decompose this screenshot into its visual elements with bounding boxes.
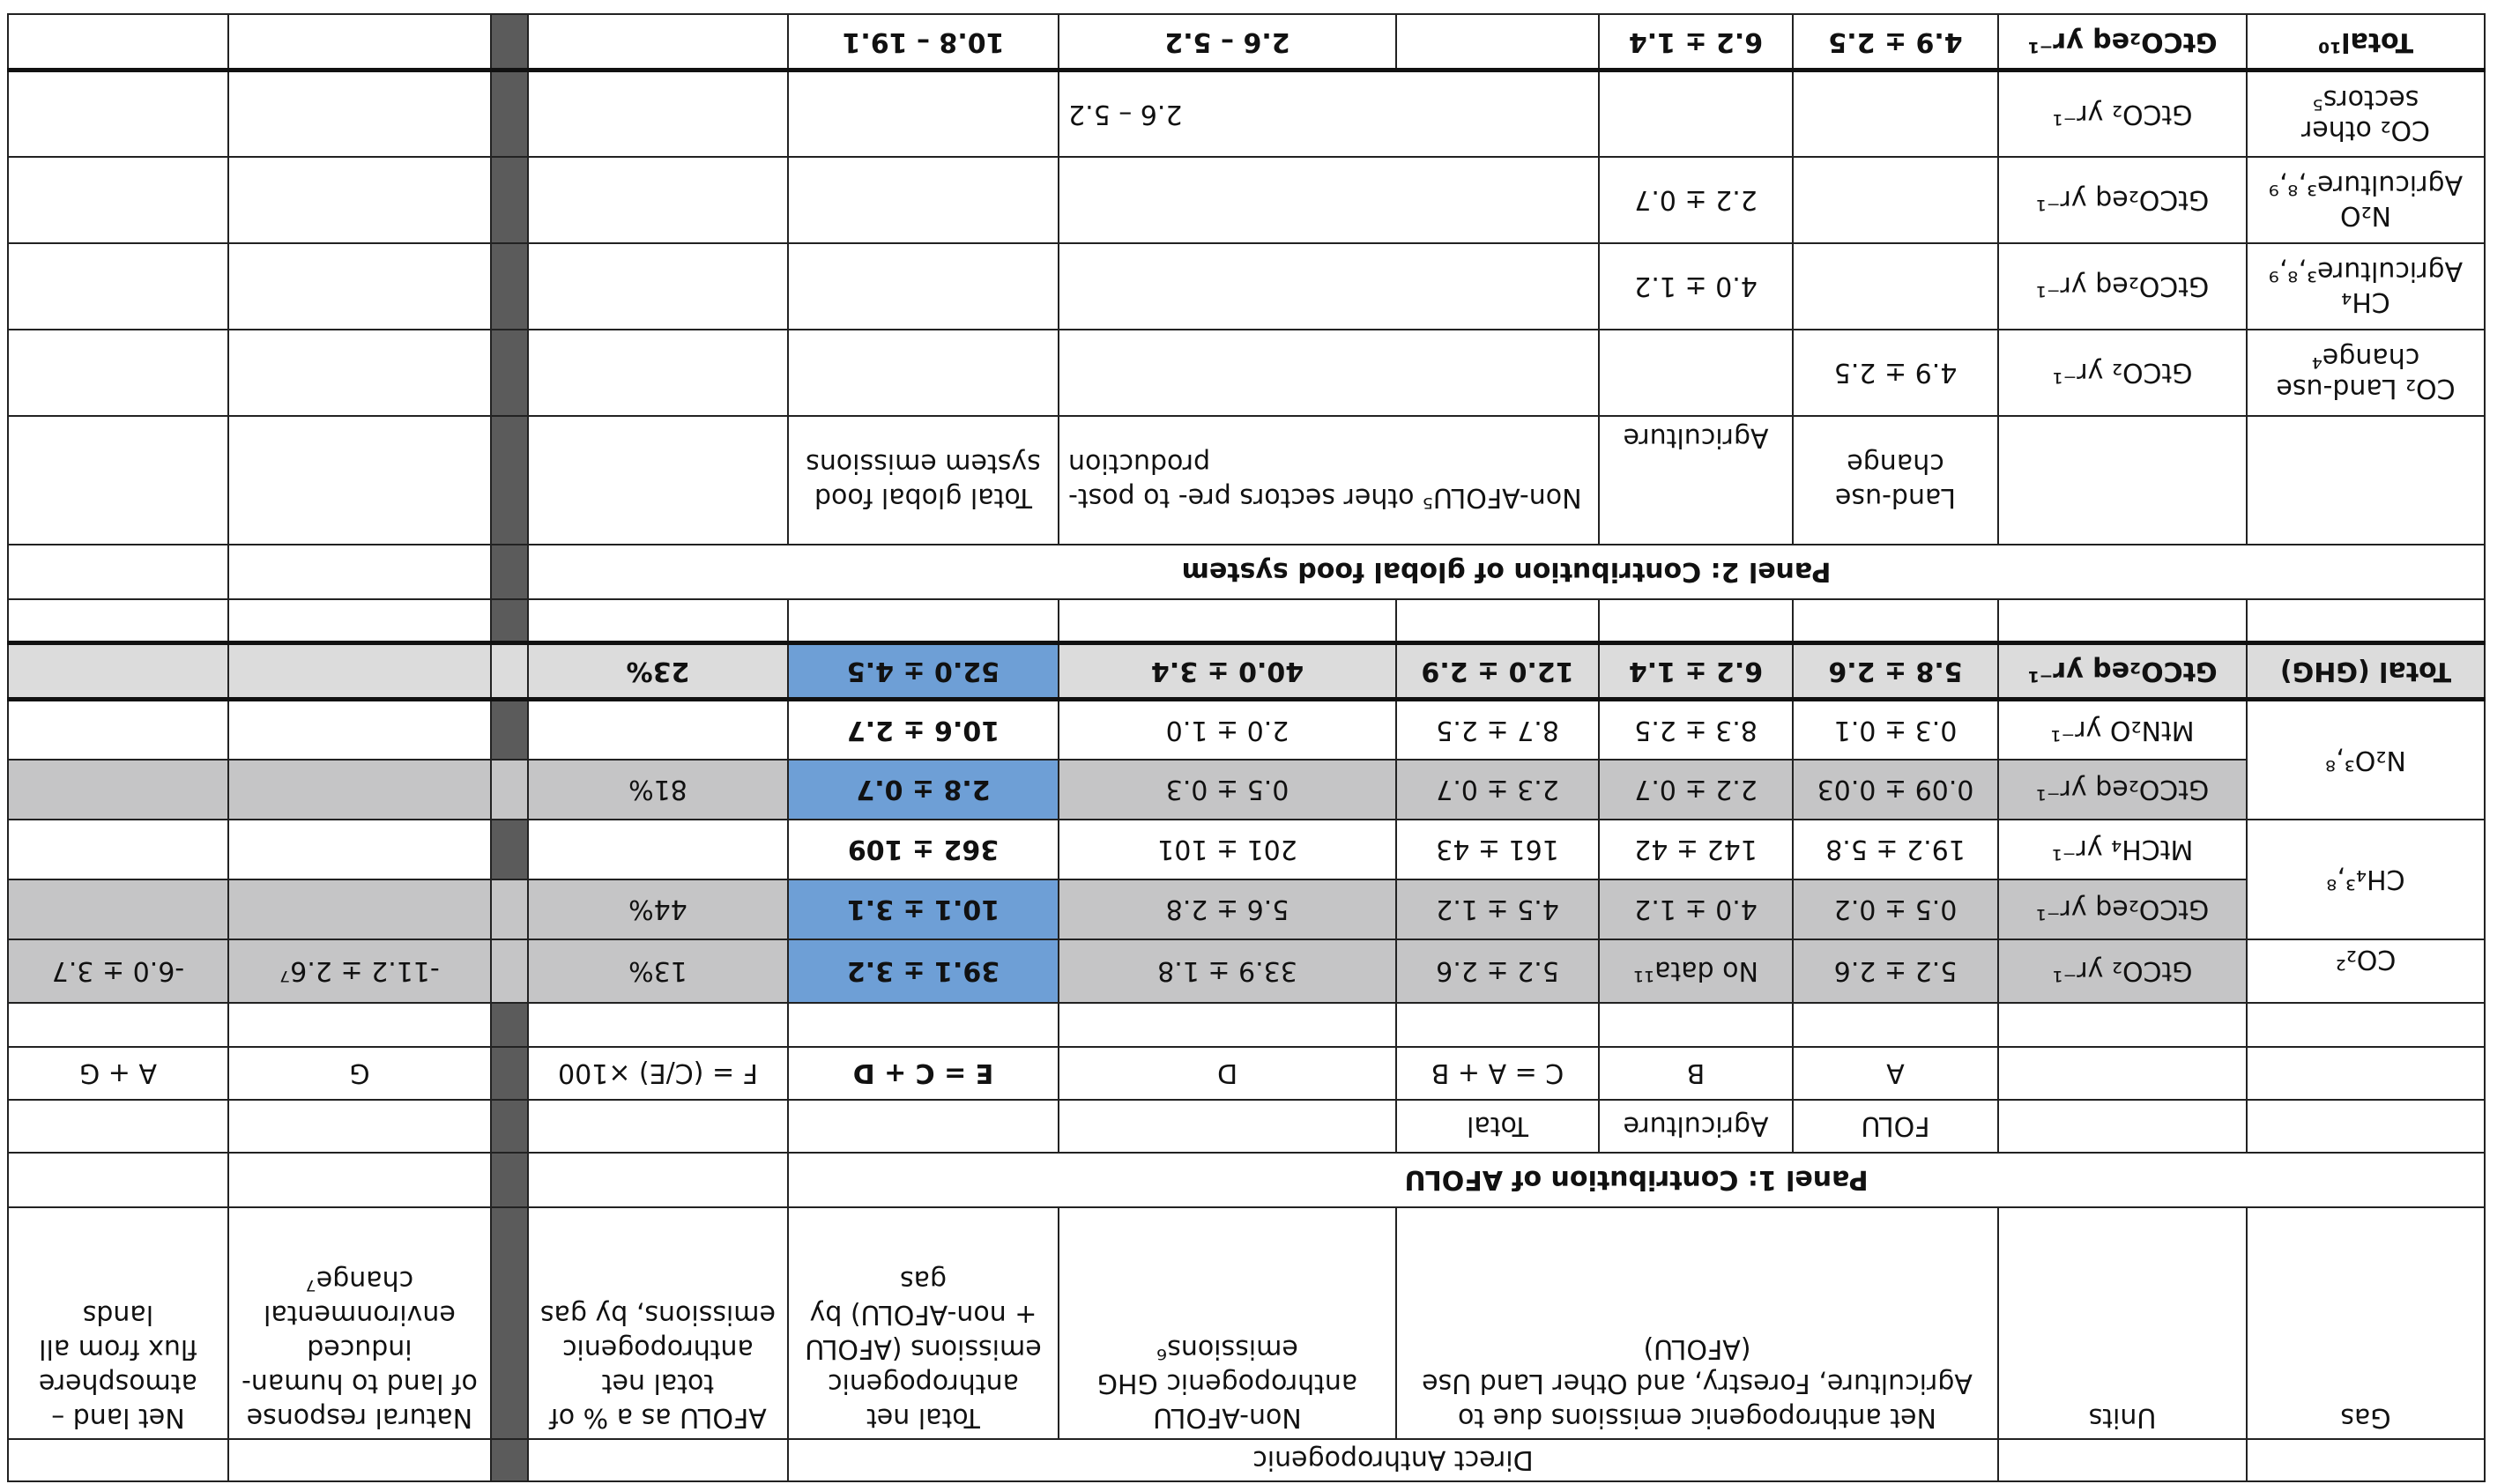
blank-cell	[2247, 1047, 2485, 1100]
blank-cell	[788, 1100, 1059, 1153]
blank-cell	[1059, 1003, 1396, 1047]
blank-cell	[228, 70, 491, 157]
letter-f: F = (C/E) ×100	[528, 1047, 788, 1100]
blank-cell	[2247, 416, 2485, 545]
value-total-food	[788, 330, 1059, 416]
header-blank	[1998, 1439, 2247, 1481]
value-f	[528, 820, 788, 879]
value-non-afolu: 2.6 – 5.2	[1059, 70, 1599, 157]
header-row	[8, 1207, 2485, 1439]
value-e: 10.6 ± 2.7	[788, 700, 1059, 760]
blank-cell	[528, 1100, 788, 1153]
value-b: 4.0 ± 1.2	[1599, 879, 1793, 939]
value-b: 2.2 ± 0.7	[1599, 760, 1793, 820]
col-total-net: Total net anthropogenic emissions (AFOLU + non-AFOLU) by gas	[788, 1207, 1059, 1439]
separator-bar	[491, 157, 528, 243]
separator-bar	[491, 1439, 528, 1481]
blank-cell	[228, 545, 491, 599]
separator-bar	[491, 700, 528, 760]
value-land-use	[1793, 243, 1998, 330]
blank-cell	[528, 157, 788, 243]
blank-cell	[228, 416, 491, 545]
blank-cell	[1059, 599, 1396, 643]
value-d: 2.0 ± 1.0	[1059, 700, 1396, 760]
blank-cell	[228, 243, 491, 330]
blank-cell	[8, 1100, 228, 1153]
total-f: 23%	[528, 643, 788, 700]
subhead-agriculture: Agriculture	[1599, 1100, 1793, 1153]
value-agriculture	[1599, 330, 1793, 416]
value-h	[8, 879, 228, 939]
separator-bar	[491, 70, 528, 157]
blank-cell	[788, 599, 1059, 643]
subhead-total: Total	[1396, 1100, 1599, 1153]
letter-c: C = A + B	[1396, 1047, 1599, 1100]
blank-cell	[528, 243, 788, 330]
value-b: 142 ± 42	[1599, 820, 1793, 879]
subhead-non-afolu: Non-AFOLU⁵ other sectors pre- to post-production	[1059, 416, 1599, 545]
table-row	[8, 939, 2485, 1003]
value-f: 81%	[528, 760, 788, 820]
units-cell: MtCH₄ yr⁻¹	[1998, 820, 2247, 879]
blank-cell	[1396, 14, 1599, 70]
blank-cell	[528, 1003, 788, 1047]
blank-cell	[228, 599, 491, 643]
value-h	[8, 760, 228, 820]
value-land-use: 4.9 ± 2.5	[1793, 330, 1998, 416]
direct-anthropogenic-header: Direct Anthropogenic	[788, 1439, 1998, 1481]
gas-label: CO₂ other sectors⁵	[2247, 70, 2485, 157]
value-d: 0.5 ± 0.3	[1059, 760, 1396, 820]
blank-cell	[8, 1003, 228, 1047]
value-f: 44%	[528, 879, 788, 939]
blank-cell	[228, 643, 491, 700]
separator-bar	[491, 330, 528, 416]
value-g	[228, 820, 491, 879]
separator-bar	[491, 1153, 528, 1207]
blank-cell	[8, 70, 228, 157]
units-cell: GtCO₂eq yr⁻¹	[1998, 643, 2247, 700]
letter-h: A + G	[8, 1047, 228, 1100]
units-cell: GtCO₂eq yr⁻¹	[1998, 243, 2247, 330]
value-a: 0.5 ± 0.2	[1793, 879, 1998, 939]
panel2-total-row	[8, 14, 2485, 70]
afolu-emissions-table	[7, 13, 2486, 1482]
value-c: 8.7 ± 2.5	[1396, 700, 1599, 760]
subhead-folu: FOLU	[1793, 1100, 1998, 1153]
blank-cell	[8, 416, 228, 545]
total-ghg-label: Total (GHG)	[2247, 643, 2485, 700]
separator-bar	[491, 643, 528, 700]
value-non-afolu	[1059, 157, 1599, 243]
value-c: 5.2 ± 2.6	[1396, 939, 1599, 1003]
header-direct-row	[8, 1439, 2485, 1481]
value-a: 19.2 ± 5.8	[1793, 820, 1998, 879]
value-agriculture	[1599, 70, 1793, 157]
table-row	[8, 760, 2485, 820]
value-agriculture: 2.2 ± 0.7	[1599, 157, 1793, 243]
value-g	[228, 879, 491, 939]
blank-cell	[788, 1003, 1059, 1047]
col-units: Units	[1998, 1207, 2247, 1439]
blank-cell	[528, 416, 788, 545]
blank-cell	[8, 643, 228, 700]
letter-g: G	[228, 1047, 491, 1100]
col-non-afolu: Non-AFOLU anthropogenic GHG emissions⁶	[1059, 1207, 1396, 1439]
total-c: 12.0 ± 2.9	[1396, 643, 1599, 700]
blank-cell	[2247, 1003, 2485, 1047]
value-agriculture: 4.0 ± 1.2	[1599, 243, 1793, 330]
panel2-subhead-row	[8, 416, 2485, 545]
letter-b: B	[1599, 1047, 1793, 1100]
spacer-row	[8, 599, 2485, 643]
units-cell: GtCO₂eq yr⁻¹	[1998, 14, 2247, 70]
letter-a: A	[1793, 1047, 1998, 1100]
total-b: 6.2 ± 1.4	[1599, 643, 1793, 700]
blank-cell	[2247, 1100, 2485, 1153]
blank-cell	[8, 157, 228, 243]
gas-label: N₂O Agriculture³,⁸,⁹	[2247, 157, 2485, 243]
blank-cell	[228, 157, 491, 243]
separator-bar	[491, 1207, 528, 1439]
panel2-title: Panel 2: Contribution of global food system	[528, 545, 2485, 599]
separator-bar	[491, 1100, 528, 1153]
blank-cell	[1998, 1003, 2247, 1047]
value-h: -6.0 ± 3.7	[8, 939, 228, 1003]
value-g	[228, 760, 491, 820]
value-g	[228, 700, 491, 760]
value-land-use	[1793, 157, 1998, 243]
separator-bar	[491, 416, 528, 545]
blank-cell	[1396, 599, 1599, 643]
value-g: -11.2 ± 2.6⁷	[228, 939, 491, 1003]
value-b: No data¹¹	[1599, 939, 1793, 1003]
table-row	[8, 700, 2485, 760]
gas-label: N₂O³,⁸	[2247, 700, 2485, 820]
gas-label: CO₂²	[2247, 939, 2485, 1003]
blank-cell	[8, 14, 228, 70]
total-e: 52.0 ± 4.5	[788, 643, 1059, 700]
value-b: 8.3 ± 2.5	[1599, 700, 1793, 760]
separator-bar	[491, 14, 528, 70]
separator-bar	[491, 1047, 528, 1100]
units-cell: MtN₂O yr⁻¹	[1998, 700, 2247, 760]
value-total-food	[788, 70, 1059, 157]
blank-cell	[8, 243, 228, 330]
col-afolu-pct: AFOLU as a % of total net anthropogenic emissions, by gas	[528, 1207, 788, 1439]
total-land-use: 4.9 ± 2.5	[1793, 14, 1998, 70]
value-e: 10.1 ± 3.1	[788, 879, 1059, 939]
blank-cell	[528, 599, 788, 643]
panel1-subhead-row	[8, 1100, 2485, 1153]
blank-cell	[1599, 1003, 1793, 1047]
table-row	[8, 157, 2485, 243]
value-e: 362 ± 109	[788, 820, 1059, 879]
blank-cell	[8, 1153, 228, 1207]
value-land-use	[1793, 70, 1998, 157]
blank-cell	[8, 545, 228, 599]
total-agriculture: 6.2 ± 1.4	[1599, 14, 1793, 70]
value-d: 33.9 ± 1.8	[1059, 939, 1396, 1003]
table-row	[8, 243, 2485, 330]
blank-cell	[228, 1100, 491, 1153]
value-non-afolu	[1059, 243, 1599, 330]
blank-cell	[228, 330, 491, 416]
value-f: 13%	[528, 939, 788, 1003]
units-cell: GtCO₂eq yr⁻¹	[1998, 879, 2247, 939]
panel2-title-row	[8, 545, 2485, 599]
col-net-afolu: Net anthropogenic emissions due to Agriculture, Forestry, and Other Land Use (AFOLU)	[1396, 1207, 1998, 1439]
blank-cell	[528, 330, 788, 416]
separator-bar	[491, 879, 528, 939]
blank-cell	[1998, 599, 2247, 643]
value-total-food	[788, 157, 1059, 243]
units-cell: GtCO₂ yr⁻¹	[1998, 330, 2247, 416]
blank-cell	[2247, 599, 2485, 643]
value-d: 5.6 ± 2.8	[1059, 879, 1396, 939]
panel1-title: Panel 1: Contribution of AFOLU	[788, 1153, 2485, 1207]
units-cell: GtCO₂eq yr⁻¹	[1998, 760, 2247, 820]
panel1-letters-row	[8, 1047, 2485, 1100]
total-d: 40.0 ± 3.4	[1059, 643, 1396, 700]
value-c: 161 ± 43	[1396, 820, 1599, 879]
units-cell: GtCO₂ yr⁻¹	[1998, 939, 2247, 1003]
blank-cell	[528, 70, 788, 157]
units-cell: GtCO₂eq yr⁻¹	[1998, 157, 2247, 243]
subhead-land-use-change: Land-use change	[1793, 416, 1998, 545]
value-h	[8, 700, 228, 760]
subhead-agriculture: Agriculture	[1599, 416, 1793, 545]
blank-cell	[228, 1153, 491, 1207]
total-label: Total¹⁰	[2247, 14, 2485, 70]
separator-bar	[491, 760, 528, 820]
col-net-land: Net land – atmosphere flux from all lands	[8, 1207, 228, 1439]
units-cell: GtCO₂ yr⁻¹	[1998, 70, 2247, 157]
value-a: 5.2 ± 2.6	[1793, 939, 1998, 1003]
gas-label: CH₄³,⁸	[2247, 820, 2485, 939]
blank-cell	[1396, 1003, 1599, 1047]
header-blank	[2247, 1439, 2485, 1481]
blank-cell	[1998, 1047, 2247, 1100]
blank-cell	[8, 330, 228, 416]
header-blank	[228, 1439, 491, 1481]
separator-bar	[491, 820, 528, 879]
table-row	[8, 330, 2485, 416]
letter-d: D	[1059, 1047, 1396, 1100]
value-e: 2.8 ± 0.7	[788, 760, 1059, 820]
total-non-afolu: 2.6 – 5.2	[1059, 14, 1396, 70]
blank-cell	[1998, 416, 2247, 545]
blank-cell	[228, 14, 491, 70]
total-ghg-row	[8, 643, 2485, 700]
value-e: 39.1 ± 3.2	[788, 939, 1059, 1003]
spacer-row	[8, 1003, 2485, 1047]
total-food-system: 10.8 – 19.1	[788, 14, 1059, 70]
header-blank	[528, 1439, 788, 1481]
letter-e: E = C + D	[788, 1047, 1059, 1100]
blank-cell	[8, 599, 228, 643]
value-c: 2.3 ± 0.7	[1396, 760, 1599, 820]
separator-bar	[491, 545, 528, 599]
blank-cell	[228, 1003, 491, 1047]
separator-bar	[491, 599, 528, 643]
blank-cell	[1599, 599, 1793, 643]
gas-label: CH₄ Agriculture³,⁸,⁹	[2247, 243, 2485, 330]
blank-cell	[528, 14, 788, 70]
value-non-afolu	[1059, 330, 1599, 416]
blank-cell	[1793, 1003, 1998, 1047]
gas-label: CO₂ Land-use change⁴	[2247, 330, 2485, 416]
value-c: 4.5 ± 1.2	[1396, 879, 1599, 939]
separator-bar	[491, 939, 528, 1003]
blank-cell	[1998, 1100, 2247, 1153]
value-f	[528, 700, 788, 760]
table-row	[8, 70, 2485, 157]
col-natural-response: Natural response of land to human-induced environmental change⁷	[228, 1207, 491, 1439]
panel1-title-row	[8, 1153, 2485, 1207]
blank-cell	[1059, 1100, 1396, 1153]
total-a: 5.8 ± 2.6	[1793, 643, 1998, 700]
blank-cell	[1793, 599, 1998, 643]
value-d: 201 ± 101	[1059, 820, 1396, 879]
separator-bar	[491, 1003, 528, 1047]
value-a: 0.3 ± 0.1	[1793, 700, 1998, 760]
value-h	[8, 820, 228, 879]
table-row	[8, 879, 2485, 939]
value-total-food	[788, 243, 1059, 330]
blank-cell	[528, 1153, 788, 1207]
subhead-total-food: Total global food system emissions	[788, 416, 1059, 545]
col-gas: Gas	[2247, 1207, 2485, 1439]
separator-bar	[491, 243, 528, 330]
value-a: 0.09 ± 0.03	[1793, 760, 1998, 820]
header-blank	[8, 1439, 228, 1481]
table-row	[8, 820, 2485, 879]
